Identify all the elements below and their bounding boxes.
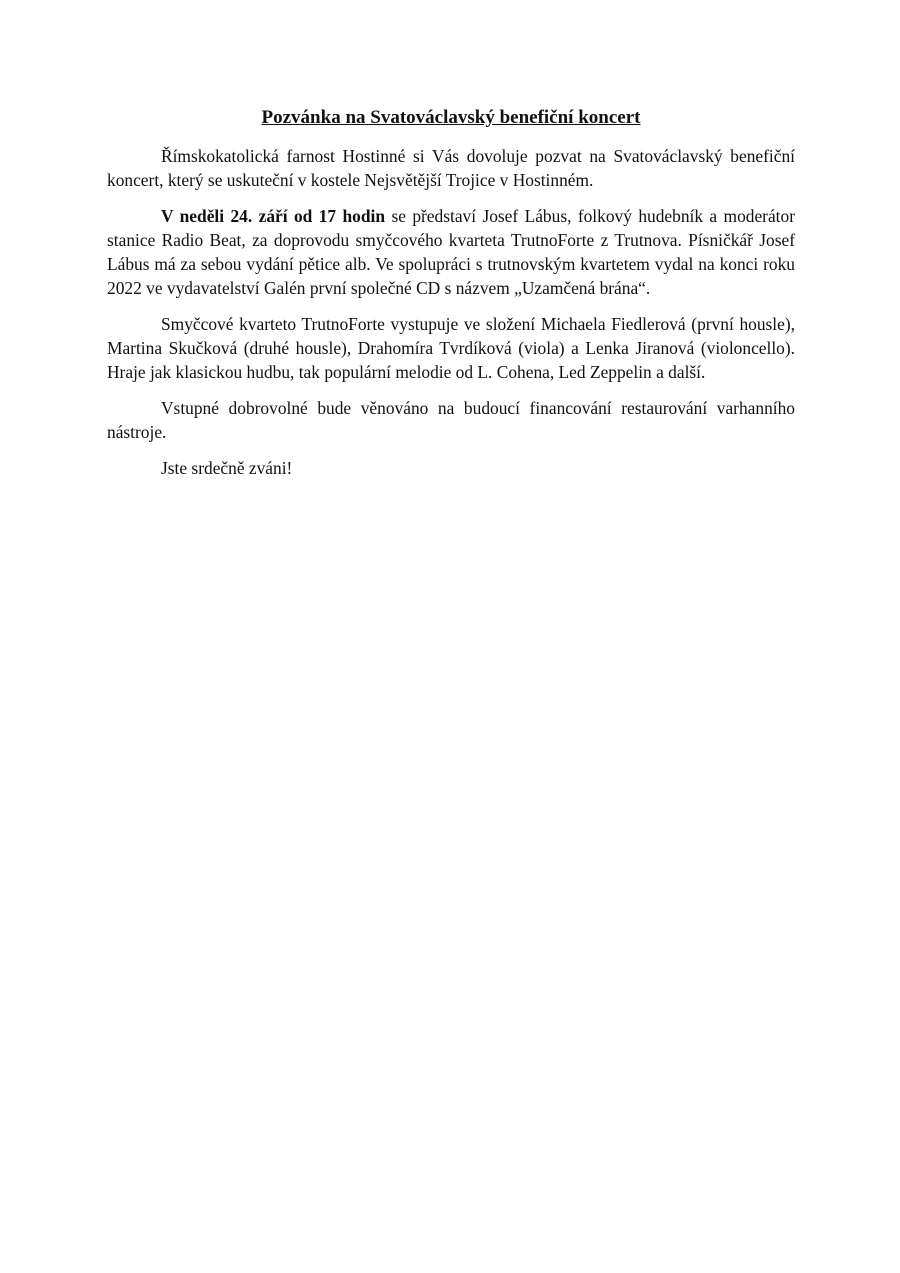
paragraph-performer [107, 204, 795, 300]
paragraph-admission-text: Vstupné dobrovolné bude věnováno na budoucí financování restaurování varhanního nástroje. [107, 398, 795, 442]
paragraph-intro-text: Římskokatolická farnost Hostinné si Vás dovoluje pozvat na Svatováclavský benefiční koncert, který se uskuteční v kostele Nejsvětější Trojice v Hostinném. [107, 146, 795, 190]
paragraph-intro [107, 144, 795, 192]
document-page [107, 105, 795, 492]
paragraph-closing-text: Jste srdečně zváni! [161, 458, 293, 478]
paragraph-admission [107, 396, 795, 444]
document-title: Pozvánka na Svatováclavský benefiční koncert [261, 107, 641, 128]
paragraph-quartet-text: Smyčcové kvarteto TrutnoForte vystupuje ve složení Michaela Fiedlerová (první housle), Martina Skučková (druhé housle), Drahomíra Tvrdíková (viola) a Lenka Jiranová (violoncello). Hraje jak klasickou hudbu, tak populární melodie od L. Cohena, Led Zeppelin a další. [107, 314, 795, 382]
paragraph-performer-text: se představí Josef Lábus, folkový hudebník a moderátor stanice Radio Beat, za doprovodu smyčcového kvarteta TrutnoForte z Trutnova. Písničkář Josef Lábus má za sebou vydání pětice alb. Ve spolupráci s trutnovským kvartetem vydal na konci roku 2022 ve vydavatelství Galén první společné CD s názvem „Uzamčená brána“. [107, 206, 796, 298]
paragraph-closing [107, 456, 795, 480]
event-date-time: V neděli 24. září od 17 hodin [161, 206, 386, 226]
paragraph-quartet [107, 312, 795, 384]
